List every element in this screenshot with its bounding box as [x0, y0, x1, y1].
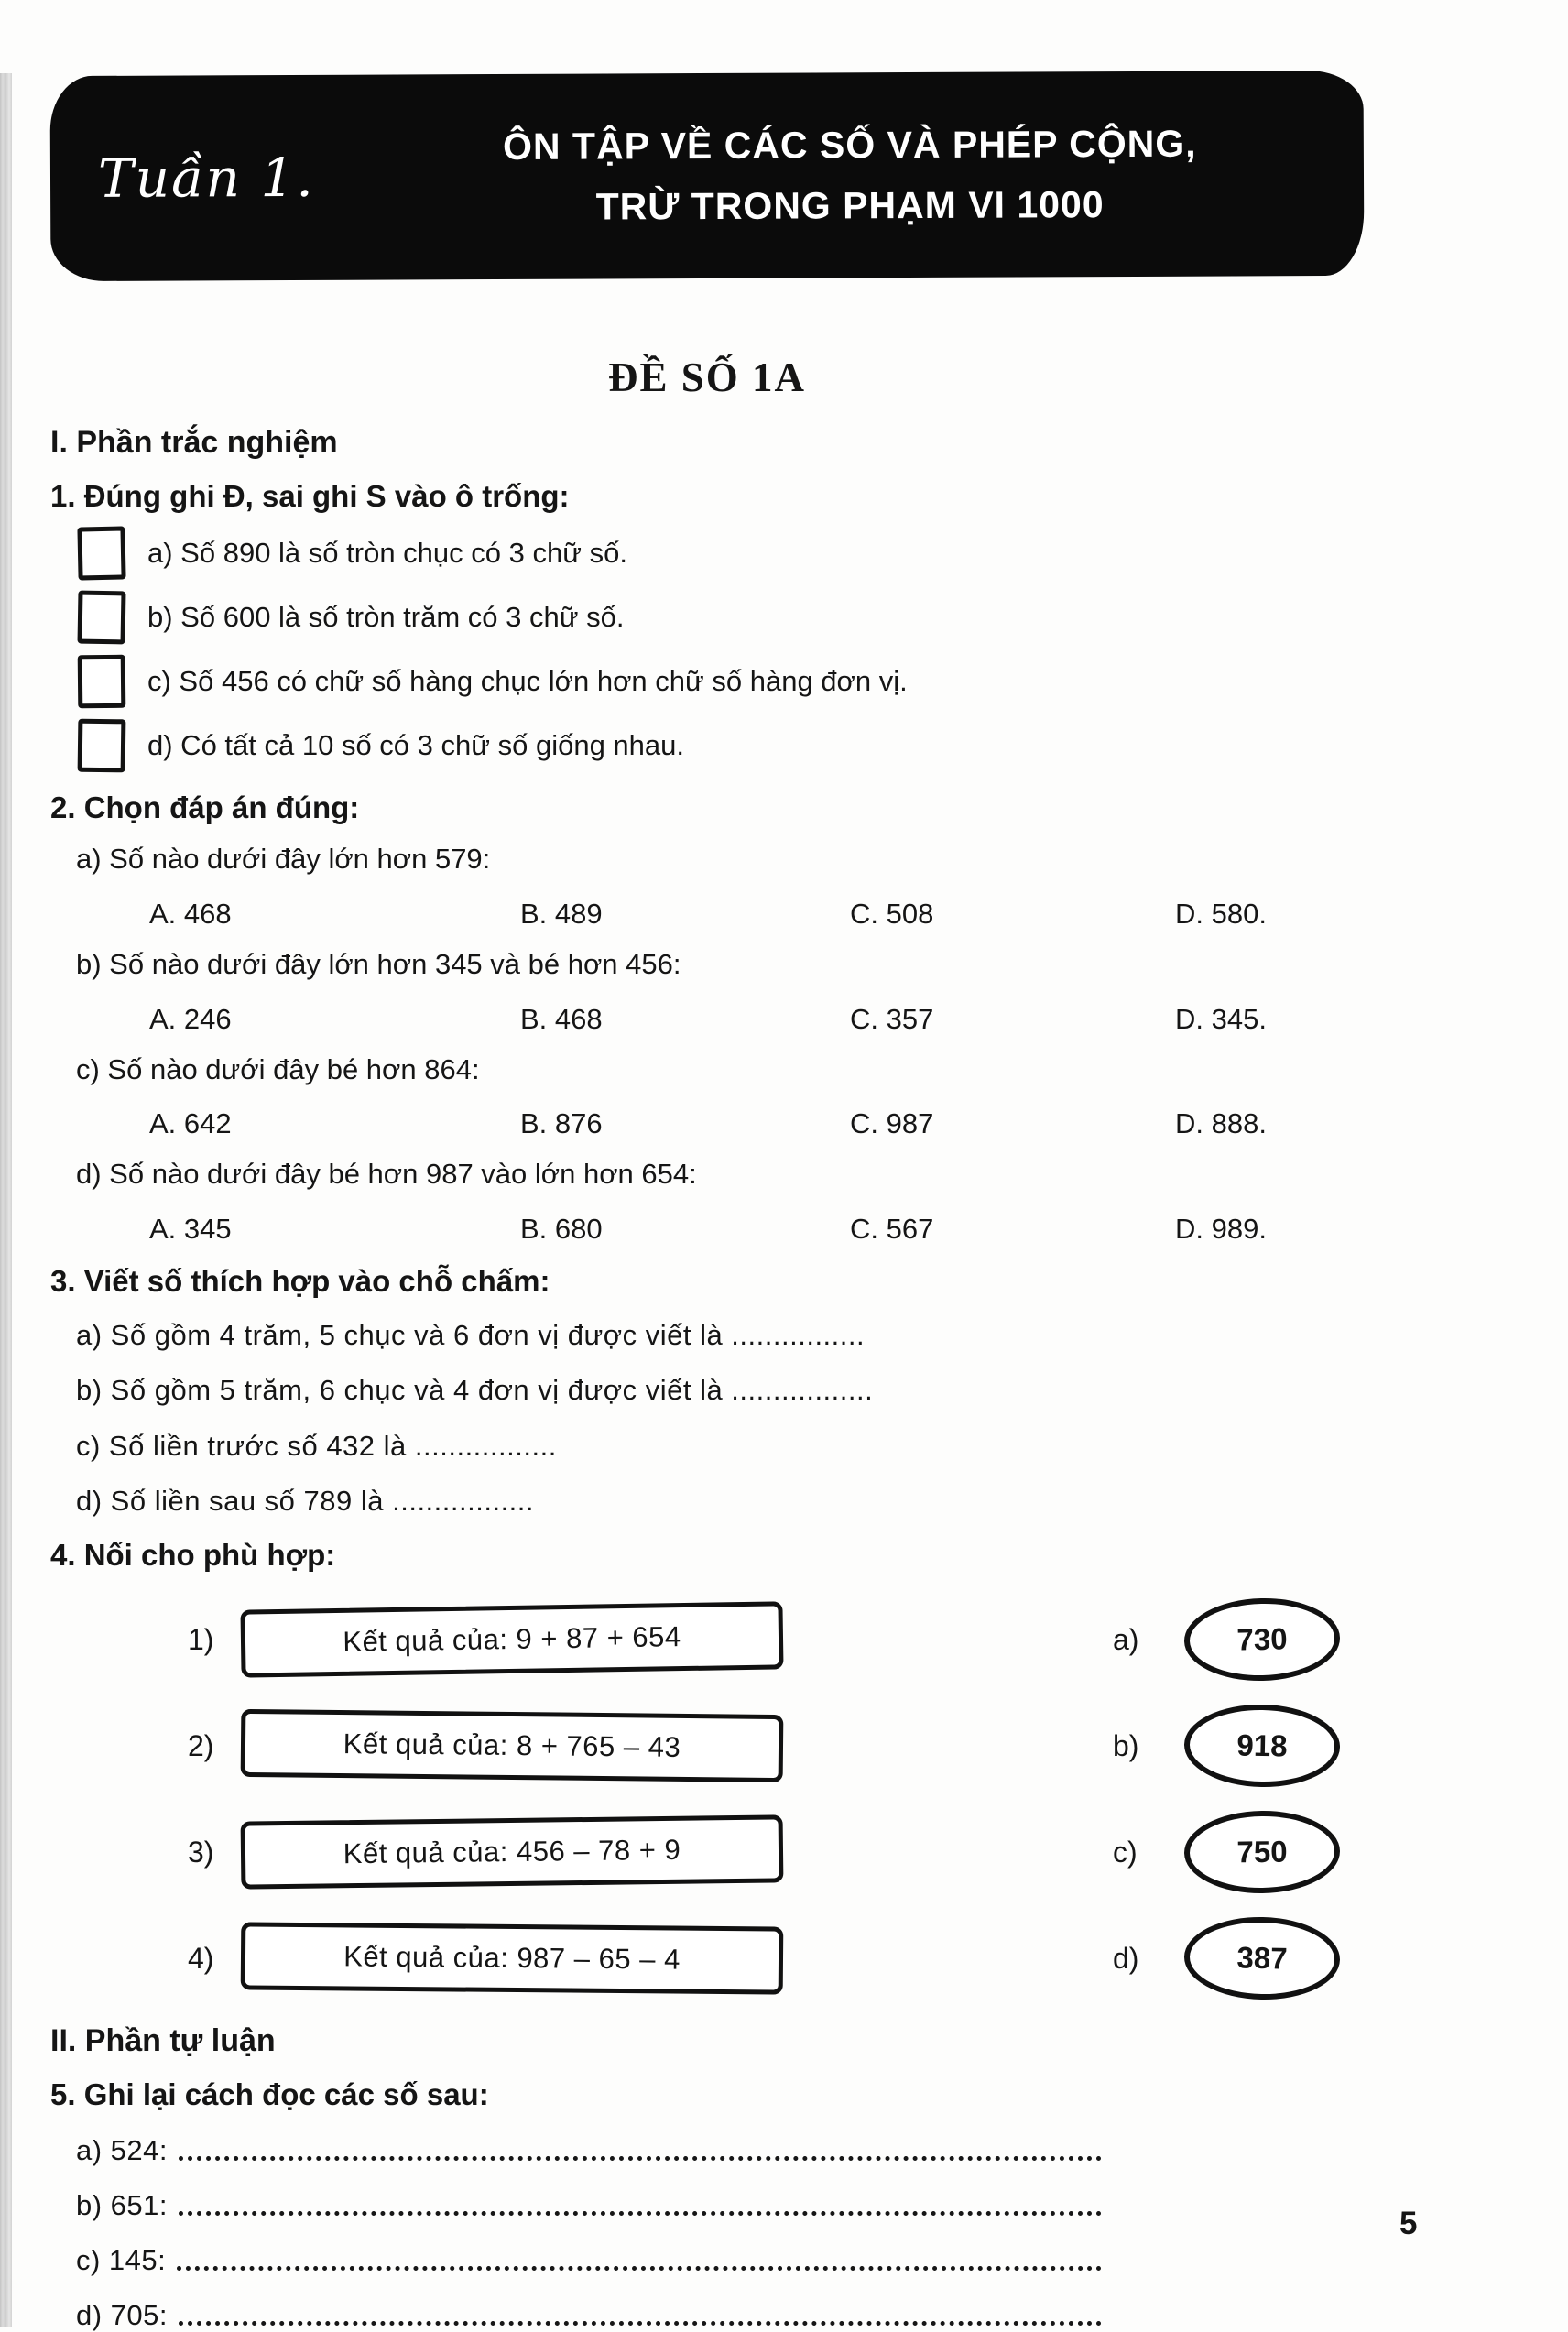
q1-item-row: [78, 655, 1424, 708]
match-box: [241, 1815, 784, 1890]
section-2-heading: II. Phần tự luận: [50, 2023, 276, 2059]
match-row-1: [188, 1598, 1424, 1681]
q1-heading: 1. Đúng ghi Đ, sai ghi S vào ô trống:: [50, 479, 570, 513]
q2-part-c: [50, 1052, 1424, 1141]
q1-item-label: a) Số 890 là số tròn chục có 3 chữ số.: [147, 537, 627, 569]
match-box-text: Kết quả của: 9 + 87 + 654: [343, 1620, 681, 1659]
q1-item-label: c) Số 456 có chữ số hàng chục lớn hơn chữ số hàng đơn vị.: [147, 665, 908, 697]
q1-item-label: b) Số 600 là số tròn trăm có 3 chữ số.: [147, 601, 625, 633]
q3-item: b) Số gồm 5 trăm, 6 chục và 4 đơn vị được viết là .................: [76, 1374, 874, 1407]
week-banner: [50, 71, 1365, 281]
q2-option: D. 580.: [1175, 897, 1267, 930]
q2-option: C. 567: [850, 1213, 934, 1245]
match-oval-value: 387: [1236, 1940, 1288, 1976]
q2-part-d: [50, 1157, 1424, 1246]
match-letter-label: c): [1113, 1835, 1138, 1869]
q2-option: D. 888.: [1175, 1107, 1267, 1140]
q1-item-row: [78, 719, 1424, 772]
q1-checkbox-b: [77, 591, 125, 645]
q2-options-row: [149, 898, 1424, 931]
q5-answer-row: [76, 2189, 1102, 2222]
q1-checkbox-c: [78, 655, 126, 709]
q5-label: a) 524:: [76, 2134, 169, 2167]
q2-option: A. 345: [149, 1213, 232, 1245]
q2-option: B. 489: [520, 897, 603, 930]
q2-option: A. 246: [149, 1002, 232, 1035]
match-box-text: Kết quả của: 456 – 78 + 9: [343, 1833, 681, 1870]
q2-option: B. 680: [520, 1213, 603, 1245]
q1-item-row: [78, 527, 1424, 580]
q5-label: b) 651:: [76, 2189, 169, 2222]
match-box: [241, 1709, 784, 1782]
q2-option: D. 345.: [1175, 1002, 1267, 1035]
q2-question: a) Số nào dưới đây lớn hơn 579:: [76, 843, 491, 875]
match-box-text: Kết quả của: 8 + 765 – 43: [343, 1727, 681, 1764]
worksheet-content: [50, 425, 1424, 2332]
q2-option: C. 987: [850, 1107, 934, 1140]
match-letter-label: a): [1113, 1622, 1139, 1656]
q2-options-row: [149, 1107, 1424, 1140]
match-box: [241, 1923, 784, 1995]
q2-heading: 2. Chọn đáp án đúng:: [50, 790, 360, 824]
q2-options-row: [149, 1003, 1424, 1036]
banner-title: [400, 112, 1365, 237]
exam-title: ĐỀ SỐ 1A: [607, 354, 807, 400]
q2-option: D. 989.: [1175, 1213, 1267, 1245]
q5-dotted-line: [177, 2265, 1102, 2271]
q2-part-b: [50, 947, 1424, 1036]
match-row-4: [188, 1917, 1424, 2000]
match-oval: [1183, 1704, 1341, 1789]
q5-heading: 5. Ghi lại cách đọc các số sau:: [50, 2077, 489, 2112]
match-letter-label: b): [1113, 1728, 1139, 1762]
q5-answer-row: [76, 2134, 1102, 2167]
match-number-label: 1): [188, 1622, 214, 1656]
banner-title-line2: TRỪ TRONG PHẠM VI 1000: [595, 183, 1105, 228]
match-box: [240, 1602, 783, 1678]
match-number-label: 3): [188, 1835, 214, 1869]
q1-checkbox-a: [77, 526, 125, 580]
q4-heading: 4. Nối cho phù hợp:: [50, 1538, 336, 1573]
page-number: 5: [1399, 2206, 1418, 2241]
match-oval: [1183, 1915, 1341, 2001]
q3-item: c) Số liền trước số 432 là .................: [76, 1429, 557, 1462]
match-letter-label: d): [1113, 1941, 1139, 1975]
q2-question: d) Số nào dưới đây bé hơn 987 vào lớn hơn 654:: [76, 1158, 697, 1191]
q2-option: A. 468: [149, 897, 232, 930]
q5-label: c) 145:: [76, 2244, 167, 2277]
q2-question: b) Số nào dưới đây lớn hơn 345 và bé hơn 456:: [76, 947, 681, 980]
q2-option: C. 357: [850, 1002, 934, 1035]
match-number-label: 2): [188, 1728, 214, 1762]
q1-items: [50, 527, 1424, 772]
match-oval-value: 918: [1236, 1727, 1288, 1763]
q2-options-row: [149, 1213, 1424, 1246]
banner-title-line1: ÔN TẬP VỀ CÁC SỐ VÀ PHÉP CỘNG,: [502, 122, 1197, 168]
worksheet-page: [0, 73, 1568, 2332]
q2-option: B. 876: [520, 1107, 603, 1140]
q2-part-a: [50, 842, 1424, 931]
q1-checkbox-d: [78, 719, 126, 773]
q3-heading: 3. Viết số thích hợp vào chỗ chấm:: [50, 1264, 550, 1298]
section-1-heading: I. Phần trắc nghiệm: [50, 425, 338, 460]
match-oval-value: 750: [1236, 1834, 1288, 1869]
q5-answer-row: [76, 2244, 1102, 2277]
match-oval: [1183, 1810, 1340, 1894]
match-box-text: Kết quả của: 987 – 65 – 4: [343, 1940, 681, 1976]
match-oval: [1183, 1596, 1341, 1683]
match-oval-value: 730: [1236, 1621, 1288, 1657]
q3-item: a) Số gồm 4 trăm, 5 chục và 6 đơn vị được viết là ................: [76, 1319, 866, 1351]
q2-option: B. 468: [520, 1002, 603, 1035]
week-label: Tuần 1.: [97, 146, 315, 210]
q5-label: d) 705:: [76, 2299, 169, 2332]
q4-match-area: [50, 1598, 1424, 2000]
q1-item-row: [78, 591, 1424, 644]
q2-question: c) Số nào dưới đây bé hơn 864:: [76, 1052, 480, 1085]
match-number-label: 4): [188, 1941, 214, 1975]
match-row-3: [188, 1811, 1424, 1893]
q2-option: A. 642: [149, 1107, 232, 1140]
q5-dotted-line: [179, 2210, 1102, 2216]
q5-answer-row: [76, 2299, 1102, 2332]
q5-dotted-line: [179, 2320, 1102, 2326]
q5-dotted-line: [179, 2155, 1102, 2161]
match-row-2: [188, 1705, 1424, 1787]
q1-item-label: d) Có tất cả 10 số có 3 chữ số giống nhau.: [147, 729, 685, 761]
scan-edge-artifact: [0, 73, 12, 2327]
q2-option: C. 508: [850, 897, 934, 930]
q3-item: d) Số liền sau số 789 là .................: [76, 1484, 535, 1517]
